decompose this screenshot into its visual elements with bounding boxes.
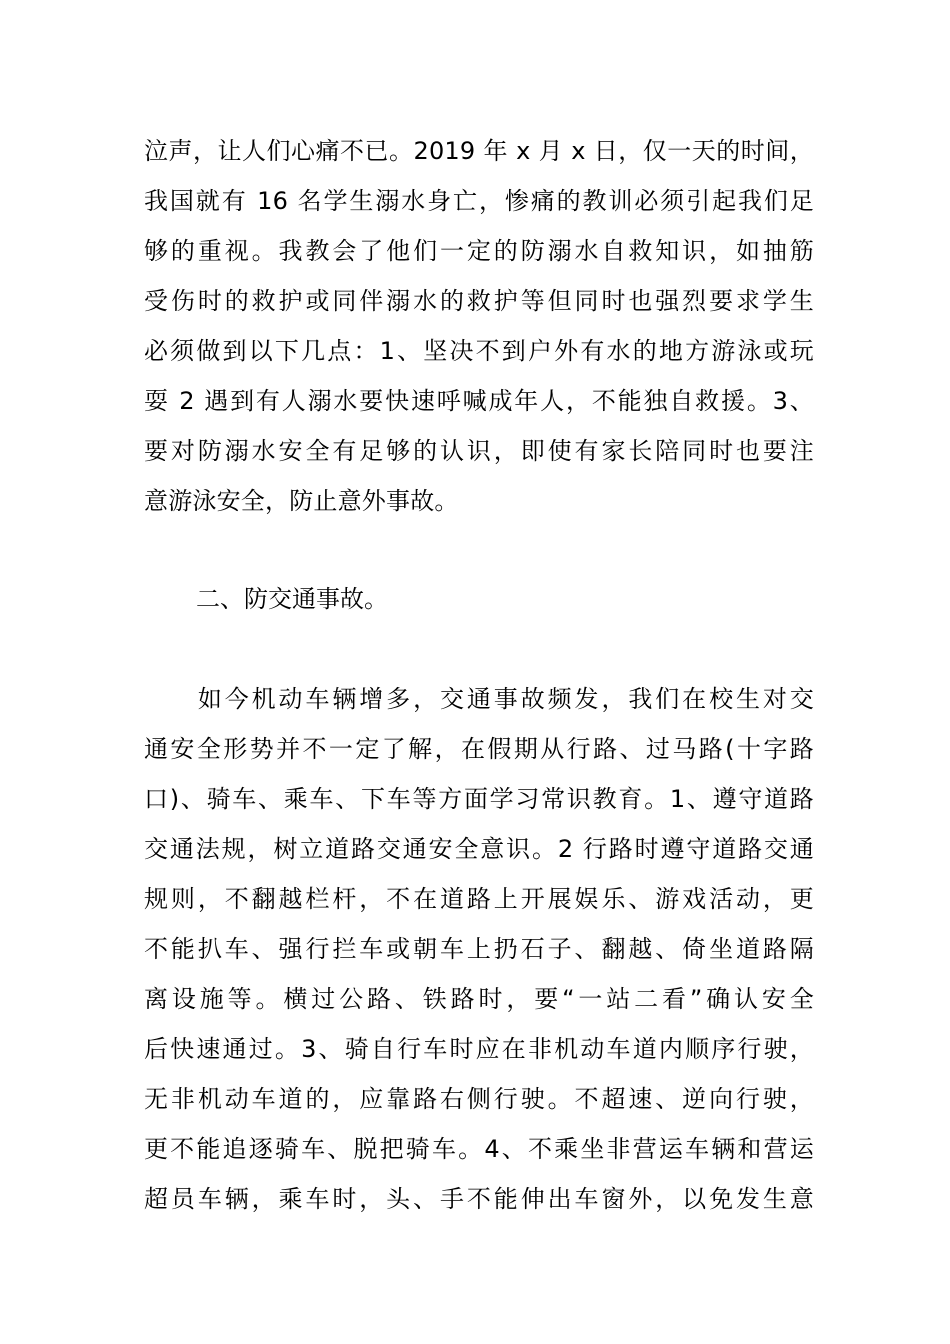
text-line: 更不能追逐骑车、脱把骑车。4、不乘坐非营运车辆和营运 bbox=[144, 1135, 814, 1163]
paragraph-traffic-safety bbox=[144, 674, 814, 1224]
text-line: 超员车辆，乘车时，头、手不能伸出车窗外，以免发生意 bbox=[144, 1185, 814, 1213]
paragraph-drowning-safety bbox=[144, 126, 814, 526]
text-line: 耍 2 遇到有人溺水要快速呼喊成年人，不能独自救援。3、 bbox=[144, 387, 814, 415]
text-line: 口)、骑车、乘车、下车等方面学习常识教育。1、遵守道路 bbox=[144, 785, 814, 813]
text-line: 必须做到以下几点：1、坚决不到户外有水的地方游泳或玩 bbox=[144, 337, 814, 365]
text-line: 要对防溺水安全有足够的认识，即使有家长陪同时也要注 bbox=[144, 437, 814, 465]
text-line: 通安全形势并不一定了解，在假期从行路、过马路(十字路 bbox=[144, 735, 814, 763]
text-line: 离设施等。横过公路、铁路时，要“一站二看”确认安全 bbox=[144, 985, 814, 1013]
text-line: 够的重视。我教会了他们一定的防溺水自救知识，如抽筋 bbox=[144, 237, 814, 265]
text-line: 如今机动车辆增多，交通事故频发，我们在校生对交 bbox=[144, 685, 814, 713]
text-line: 不能扒车、强行拦车或朝车上扔石子、翻越、倚坐道路隔 bbox=[144, 935, 814, 963]
text-line: 交通法规，树立道路交通安全意识。2 行路时遵守道路交通 bbox=[144, 835, 814, 863]
text-line: 意游泳安全，防止意外事故。 bbox=[144, 487, 459, 515]
text-line: 无非机动车道的，应靠路右侧行驶。不超速、逆向行驶， bbox=[144, 1085, 814, 1113]
text-line: 后快速通过。3、骑自行车时应在非机动车道内顺序行驶， bbox=[144, 1035, 814, 1063]
text-line: 泣声，让人们心痛不已。2019 年 x 月 x 日，仅一天的时间， bbox=[144, 137, 814, 165]
section-heading: 二、防交通事故。 bbox=[196, 585, 388, 613]
text-line: 我国就有 16 名学生溺水身亡，惨痛的教训必须引起我们足 bbox=[144, 187, 814, 215]
text-line: 受伤时的救护或同伴溺水的救护等但同时也强烈要求学生 bbox=[144, 287, 814, 315]
text-line: 规则，不翻越栏杆，不在道路上开展娱乐、游戏活动，更 bbox=[144, 885, 814, 913]
